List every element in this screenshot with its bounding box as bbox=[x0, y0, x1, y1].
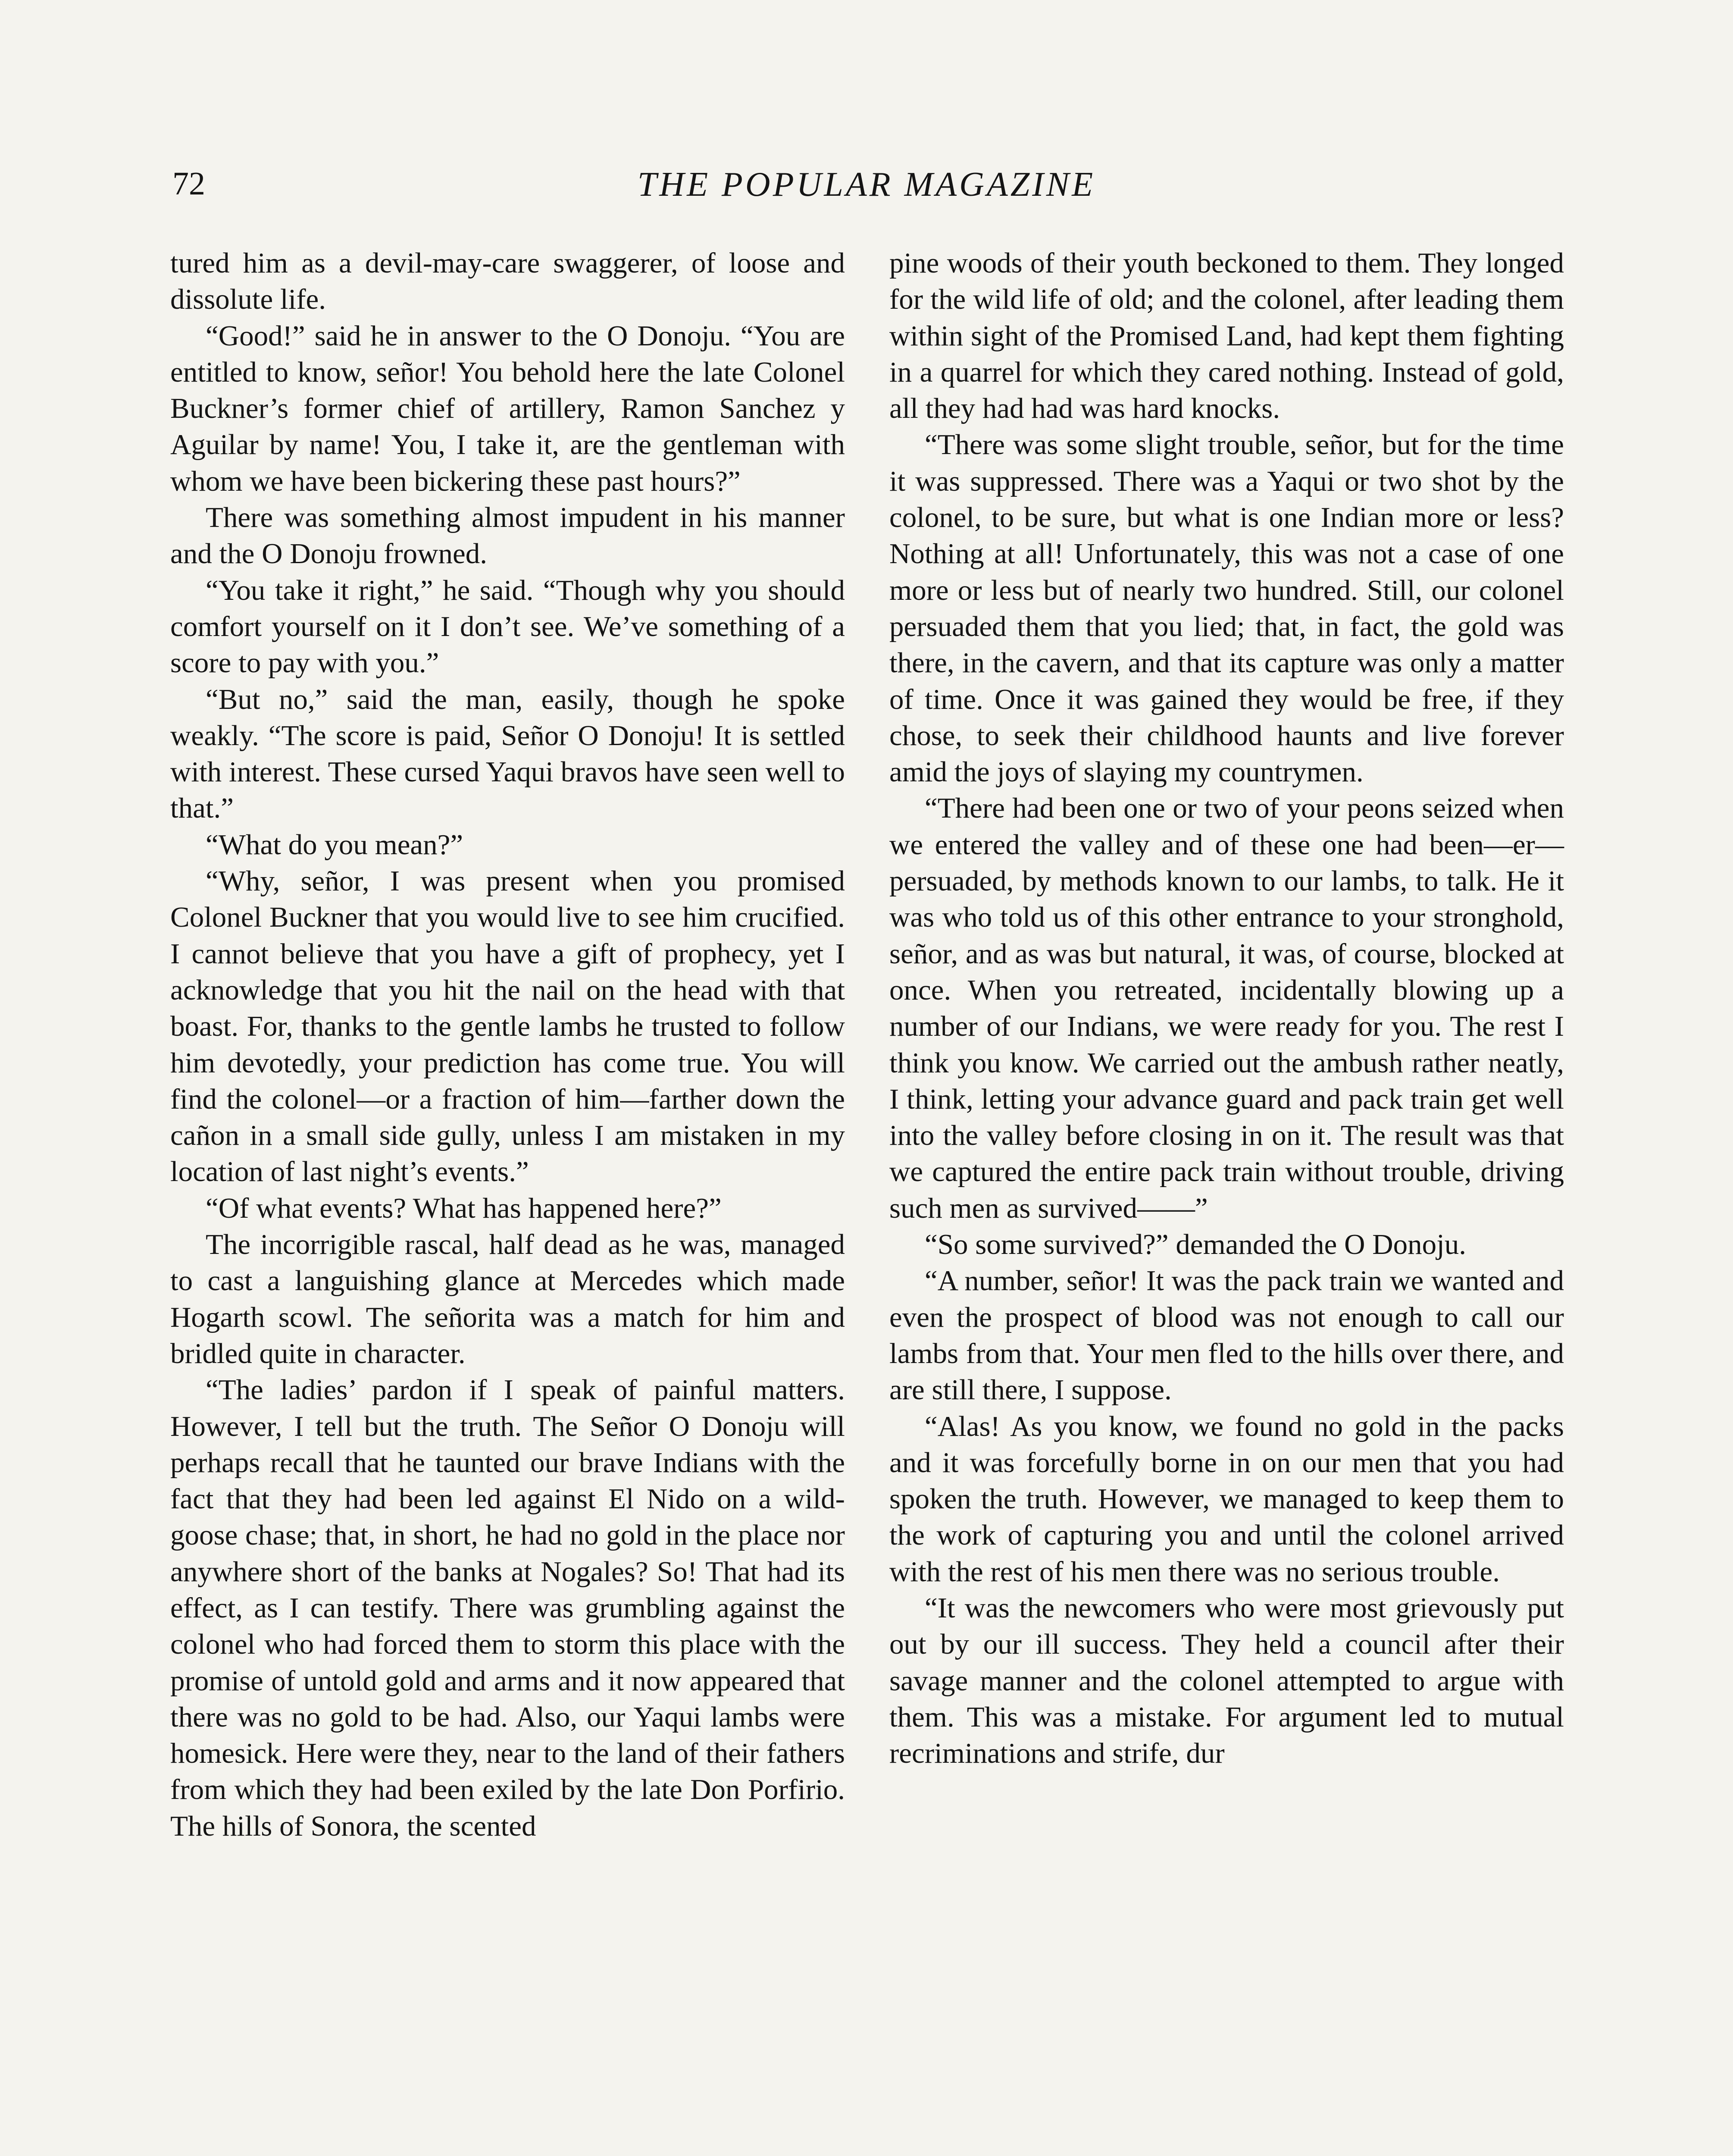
page-number: 72 bbox=[172, 166, 205, 202]
paragraph: The incorrigible rascal, half dead as he was, managed to cast a languishing glance at Mercedes which made Hogarth scowl. The señorita was a match for him and bridled quite in character. bbox=[170, 1228, 845, 1369]
paragraph: “Alas! As you know, we found no gold in the packs and it was forcefully borne in on our men that you had spoken the truth. However, we managed to keep them to the work of capturing you and until the colonel arrived with the rest of his men there was no serious trouble. bbox=[889, 1410, 1564, 1588]
left-column bbox=[170, 245, 845, 1844]
right-column bbox=[889, 245, 1564, 1771]
paragraph: “Why, señor, I was present when you promised Colonel Buckner that you would live to see him crucified. I cannot believe that you have a gift of prophecy, yet I acknowledge that you hit the nail on the head with that boast. For, thanks to the gentle lambs he trusted to follow him devotedly, your prediction has come true. You will find the colonel—or a fraction of him—farther down the cañon in a small side gully, unless I am mistaken in my location of last night’s events.” bbox=[170, 865, 845, 1188]
paragraph: tured him as a devil-may-care swaggerer, of loose and dissolute life. bbox=[170, 247, 845, 316]
paragraph: pine woods of their youth beckoned to them. They longed for the wild life of old; and the colonel, after leading them within sight of the Promised Land, had kept them fighting in a quarrel for which they cared nothing. Instead of gold, all they had had was hard knocks. bbox=[889, 247, 1564, 425]
running-head: THE POPULAR MAGAZINE bbox=[637, 166, 1096, 204]
paragraph: “It was the newcomers who were most grievously put out by our ill success. They held a council after their savage manner and the colonel attempted to argue with them. This was a mistake. For argument led to mutual recriminations and strife, dur bbox=[889, 1592, 1564, 1770]
paragraph: “But no,” said the man, easily, though he spoke weakly. “The score is paid, Señor O Donoju! It is settled with interest. These cursed Yaqui bravos have seen well to that.” bbox=[170, 683, 845, 824]
paragraph: “Of what events? What has happened here?” bbox=[206, 1192, 722, 1224]
paragraph: “What do you mean?” bbox=[206, 828, 463, 861]
paragraph: “Good!” said he in answer to the O Donoju. “You are entitled to know, señor! You behold here the late Colonel Buckner’s former chief of artillery, Ramon Sanchez y Aguilar by name! You, I take it, are the gentleman with whom we have been bickering these past hours?” bbox=[170, 320, 845, 497]
paragraph: There was something almost impudent in his manner and the O Donoju frowned. bbox=[170, 501, 845, 570]
paragraph: “So some survived?” demanded the O Donoju. bbox=[925, 1228, 1466, 1261]
paragraph: “The ladies’ pardon if I speak of painful matters. However, I tell but the truth. The Señor O Donoju will perhaps recall that he taunted our brave Indians with the fact that they had been led against El Nido on a wild-goose chase; that, in short, he had no gold in the place nor anywhere short of the banks at Nogales? So! That had its effect, as I can testify. There was grumbling against the colonel who had forced them to storm this place with the promise of untold gold and arms and it now appeared that there was no gold to be had. Also, our Yaqui lambs were homesick. Here were they, near to the land of their fathers from which they had been exiled by the late Don Porfirio. The hills of Sonora, the scented bbox=[170, 1374, 845, 1842]
paragraph: “There had been one or two of your peons seized when we entered the valley and of these one had been—er—persuaded, by methods known to our lambs, to talk. He it was who told us of this other entrance to your stronghold, señor, and as was but natural, it was, of course, blocked at once. When you retreated, incidentally blowing up a number of our Indians, we were ready for you. The rest I think you know. We carried out the ambush rather neatly, I think, letting your advance guard and pack train get well into the valley before closing in on it. The result was that we captured the entire pack train without trouble, driving such men as survived——” bbox=[889, 792, 1564, 1224]
paragraph: “You take it right,” he said. “Though why you should comfort yourself on it I don’t see. We’ve something of a score to pay with you.” bbox=[170, 574, 845, 679]
paragraph: “There was some slight trouble, señor, but for the time it was suppressed. There was a Yaqui or two shot by the colonel, to be sure, but what is one Indian more or less? Nothing at all! Unfortunately, this was not a case of one more or less but of nearly two hundred. Still, our colonel persuaded them that you lied; that, in fact, the gold was there, in the cavern, and that its capture was only a matter of time. Once it was gained they would be free, if they chose, to seek their childhood haunts and live forever amid the joys of slaying my countrymen. bbox=[889, 429, 1564, 788]
paragraph: “A number, señor! It was the pack train we wanted and even the prospect of blood was not enough to call our lambs from that. Your men fled to the hills over there, and are still there, I suppose. bbox=[889, 1265, 1564, 1406]
